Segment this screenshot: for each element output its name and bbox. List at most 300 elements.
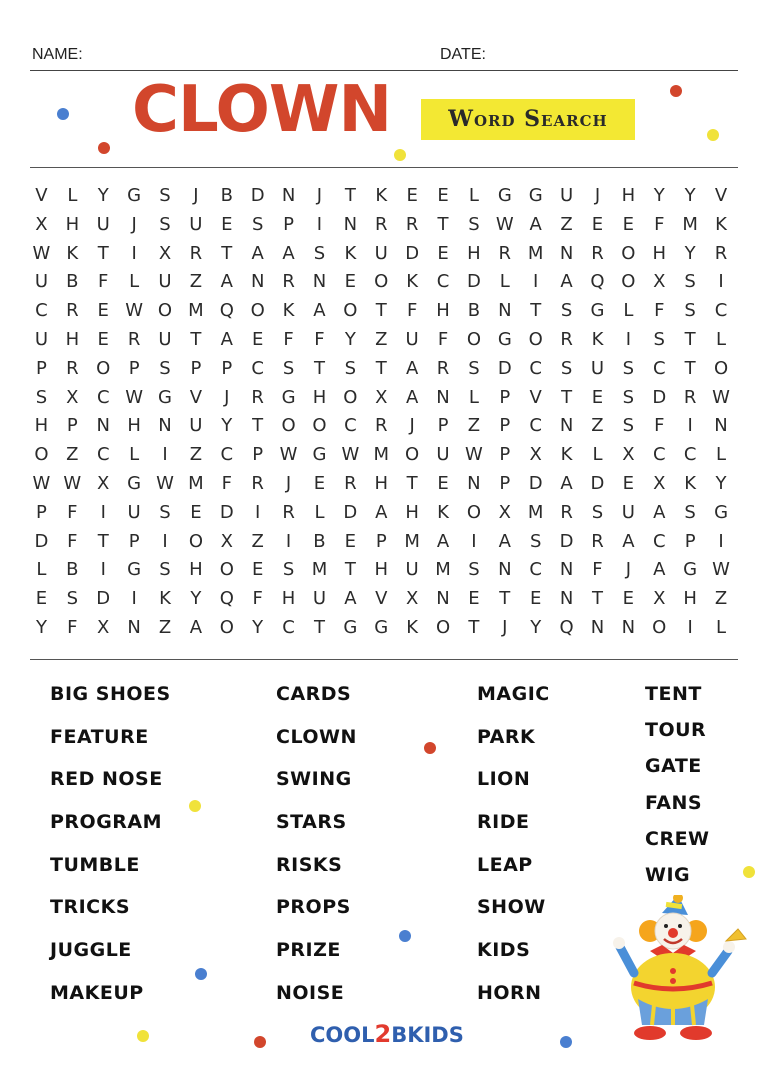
grid-letter: W: [712, 559, 730, 581]
confetti-dot: [137, 1030, 149, 1042]
word-item: BIG SHOES: [50, 683, 171, 705]
grid-letter: F: [406, 300, 418, 322]
grid-letter: K: [715, 213, 727, 235]
grid-letter: T: [561, 386, 573, 408]
grid-letter: X: [653, 271, 666, 293]
grid-letter: E: [591, 386, 604, 408]
grid-letter: O: [343, 300, 358, 322]
grid-letter: O: [621, 271, 636, 293]
grid-letter: A: [498, 530, 511, 552]
grid-letter: B: [66, 559, 79, 581]
grid-letter: A: [405, 386, 419, 408]
grid-letter: P: [190, 357, 202, 379]
grid-letter: W: [125, 386, 144, 408]
grid-letter: N: [559, 415, 574, 437]
grid-letter: H: [34, 415, 49, 437]
grid-letter: G: [127, 559, 142, 581]
grid-letter: M: [373, 444, 389, 466]
grid-letter: G: [714, 501, 729, 523]
word-item: PRIZE: [276, 939, 341, 962]
grid-row: [26, 556, 746, 585]
grid-letter: T: [344, 185, 356, 206]
grid-letter: R: [374, 415, 388, 437]
grid-letter: N: [559, 559, 574, 581]
confetti-dot: [743, 866, 755, 878]
word-item: FANS: [645, 791, 703, 814]
grid-letter: W: [495, 213, 514, 235]
grid-letter: F: [67, 530, 78, 552]
grid-letter: E: [313, 472, 326, 494]
word-list-column-2: [276, 680, 357, 1022]
grid-letter: N: [498, 300, 512, 322]
grid-letter: O: [188, 530, 203, 552]
grid-letter: I: [131, 242, 137, 264]
grid-letter: Q: [219, 300, 234, 322]
grid-letter: B: [467, 300, 481, 322]
confetti-dot: [189, 800, 201, 812]
grid-row: [26, 585, 746, 614]
confetti-dot: [560, 1036, 572, 1048]
grid-letter: L: [499, 271, 510, 293]
word-item: TUMBLE: [50, 853, 140, 876]
grid-letter: X: [529, 444, 542, 466]
grid-letter: U: [559, 185, 574, 206]
grid-letter: T: [190, 328, 202, 350]
grid-letter: D: [250, 185, 265, 206]
grid-letter: O: [96, 357, 111, 379]
grid-letter: J: [285, 472, 292, 494]
grid-letter: A: [375, 501, 388, 523]
grid-row: [26, 355, 746, 384]
grid-letter: F: [67, 501, 78, 523]
grid-letter: A: [313, 300, 326, 322]
word-item: SHOW: [477, 896, 546, 919]
grid-letter: T: [344, 559, 356, 581]
word-item: TRICKS: [50, 896, 131, 919]
grid-letter: E: [221, 213, 233, 235]
grid-letter: L: [623, 300, 634, 322]
grid-letter: I: [687, 415, 693, 437]
grid-letter: X: [35, 213, 48, 235]
grid-letter: G: [590, 300, 605, 322]
grid-letter: L: [716, 328, 727, 350]
word-item: TOUR: [645, 719, 707, 742]
grid-letter: T: [375, 357, 387, 379]
grid-letter: H: [127, 415, 141, 437]
grid-letter: A: [189, 616, 203, 638]
grid-row: [26, 499, 746, 528]
grid-letter: X: [66, 386, 79, 408]
grid-letter: U: [374, 242, 388, 264]
grid-letter: Z: [251, 530, 264, 552]
grid-letter: X: [622, 444, 635, 466]
grid-row: [26, 412, 746, 441]
grid-letter: A: [560, 271, 573, 293]
grid-letter: M: [435, 559, 451, 581]
grid-letter: P: [283, 213, 294, 235]
grid-letter: H: [374, 559, 389, 581]
grid-letter: E: [468, 588, 480, 610]
grid-letter: E: [437, 185, 449, 206]
grid-letter: S: [622, 415, 635, 437]
grid-letter: S: [591, 501, 604, 523]
word-item: FEATURE: [50, 725, 149, 748]
grid-letter: P: [684, 530, 696, 552]
grid-letter: S: [313, 242, 326, 264]
grid-letter: R: [683, 386, 697, 408]
grid-letter: N: [559, 588, 574, 610]
grid-letter: K: [560, 444, 573, 466]
grid-letter: U: [158, 271, 172, 293]
grid-letter: Y: [530, 616, 542, 638]
grid-row: [26, 441, 746, 470]
grid-letter: G: [497, 328, 512, 350]
confetti-dot: [195, 968, 207, 980]
grid-letter: L: [129, 444, 140, 466]
grid-letter: U: [158, 328, 172, 350]
grid-letter: S: [468, 559, 480, 581]
grid-letter: O: [219, 559, 234, 581]
grid-letter: P: [128, 530, 140, 552]
word-item: HORN: [477, 981, 542, 1004]
word-item: JUGGLE: [50, 939, 132, 962]
grid-letter: E: [622, 588, 635, 610]
grid-letter: D: [652, 386, 667, 408]
grid-letter: A: [560, 472, 573, 494]
grid-letter: P: [66, 415, 78, 437]
grid-letter: E: [35, 588, 48, 610]
grid-letter: M: [527, 501, 544, 523]
word-item: MAKEUP: [50, 981, 144, 1004]
grid-letter: H: [374, 472, 389, 494]
grid-letter: Y: [190, 588, 202, 610]
grid-letter: R: [591, 242, 604, 264]
grid-letter: W: [156, 472, 174, 494]
grid-letter: A: [344, 588, 357, 610]
word-item: NOISE: [276, 981, 345, 1004]
grid-letter: M: [682, 213, 698, 235]
grid-letter: D: [528, 472, 543, 494]
grid-letter: D: [219, 501, 234, 523]
grid-letter: J: [316, 185, 323, 206]
grid-letter: I: [162, 530, 168, 552]
grid-letter: H: [312, 386, 327, 408]
grid-letter: I: [162, 444, 168, 466]
grid-letter: I: [255, 501, 261, 523]
confetti-dot: [254, 1036, 266, 1048]
grid-letter: F: [437, 328, 449, 350]
grid-letter: E: [591, 213, 604, 235]
confetti-dot: [394, 149, 406, 161]
grid-letter: A: [282, 242, 295, 264]
grid-letter: W: [32, 242, 51, 264]
page-subtitle: Word Search: [421, 99, 635, 140]
grid-letter: X: [653, 472, 666, 494]
word-item: LEAP: [477, 853, 533, 876]
grid-letter: X: [498, 501, 511, 523]
grid-letter: N: [498, 559, 512, 581]
grid-letter: X: [220, 530, 233, 552]
grid-letter: R: [66, 300, 79, 322]
grid-letter: W: [125, 300, 144, 322]
grid-letter: U: [189, 213, 203, 235]
grid-letter: H: [467, 242, 481, 264]
grid-letter: N: [343, 213, 358, 235]
grid-letter: U: [127, 501, 141, 523]
grid-letter: T: [313, 357, 325, 379]
grid-letter: T: [375, 300, 387, 322]
grid-letter: S: [35, 386, 48, 408]
grid-letter: R: [560, 501, 573, 523]
grid-letter: O: [343, 386, 358, 408]
grid-letter: B: [313, 530, 326, 552]
word-item: RISKS: [276, 853, 343, 876]
grid-letter: K: [591, 328, 604, 350]
grid-letter: J: [224, 386, 230, 408]
grid-row: [26, 182, 746, 211]
grid-letter: U: [436, 444, 450, 466]
grid-letter: U: [405, 559, 419, 581]
grid-letter: V: [529, 386, 542, 408]
grid-letter: A: [436, 530, 450, 552]
grid-letter: J: [594, 185, 601, 206]
grid-letter: U: [312, 588, 327, 610]
grid-letter: Z: [591, 415, 604, 437]
grid-letter: N: [158, 415, 172, 437]
grid-letter: A: [653, 501, 666, 523]
grid-letter: S: [468, 213, 480, 235]
grid-letter: D: [559, 530, 574, 552]
grid-letter: T: [591, 588, 603, 610]
grid-letter: S: [282, 357, 295, 379]
grid-letter: L: [468, 386, 479, 408]
grid-letter: R: [498, 242, 512, 264]
grid-letter: T: [684, 357, 696, 379]
grid-letter: W: [341, 444, 360, 466]
grid-letter: Z: [66, 444, 79, 466]
grid-row: [26, 470, 746, 499]
grid-letter: D: [466, 271, 481, 293]
grid-letter: Y: [221, 415, 233, 437]
grid-letter: I: [533, 271, 539, 293]
grid-letter: S: [684, 300, 696, 322]
grid-letter: O: [34, 444, 49, 466]
grid-letter: E: [97, 300, 109, 322]
grid-letter: F: [67, 616, 78, 638]
grid-letter: C: [96, 444, 110, 466]
grid-letter: S: [159, 357, 171, 379]
grid-letter: G: [158, 386, 172, 408]
grid-letter: N: [467, 472, 481, 494]
grid-letter: N: [96, 415, 110, 437]
grid-letter: S: [282, 559, 295, 581]
grid-letter: N: [436, 588, 450, 610]
word-item: RED NOSE: [50, 768, 163, 791]
grid-letter: K: [684, 472, 697, 494]
grid-letter: X: [97, 616, 110, 638]
grid-letter: B: [220, 185, 233, 206]
grid-letter: N: [714, 415, 728, 437]
grid-letter: M: [188, 300, 204, 322]
grid-letter: C: [652, 357, 666, 379]
grid-letter: L: [468, 185, 479, 206]
grid-letter: O: [374, 271, 389, 293]
word-item: KIDS: [477, 939, 531, 962]
word-item: CARDS: [276, 683, 352, 705]
divider-top: [30, 167, 738, 168]
grid-letter: J: [193, 185, 199, 206]
grid-row: [26, 384, 746, 413]
grid-letter: L: [67, 185, 78, 206]
grid-letter: U: [405, 328, 419, 350]
grid-letter: S: [159, 213, 171, 235]
grid-letter: A: [405, 357, 419, 379]
grid-letter: O: [713, 357, 729, 379]
letter-grid: [26, 182, 746, 643]
grid-letter: A: [251, 242, 264, 264]
grid-letter: Z: [375, 328, 388, 350]
grid-letter: Y: [684, 242, 696, 264]
grid-letter: G: [127, 472, 142, 494]
confetti-dot: [670, 85, 682, 97]
grid-letter: X: [653, 588, 666, 610]
grid-letter: D: [34, 530, 49, 552]
grid-letter: K: [437, 501, 449, 523]
grid-letter: W: [32, 472, 51, 494]
word-item: PARK: [477, 725, 536, 748]
grid-letter: C: [652, 530, 666, 552]
grid-letter: W: [465, 444, 483, 466]
grid-letter: I: [471, 530, 477, 552]
grid-letter: M: [311, 559, 328, 581]
grid-letter: N: [621, 616, 636, 638]
grid-letter: E: [406, 185, 418, 206]
grid-letter: U: [590, 357, 605, 379]
grid-letter: R: [560, 328, 573, 350]
grid-letter: R: [714, 242, 728, 264]
grid-letter: O: [528, 328, 543, 350]
grid-letter: Z: [189, 271, 203, 293]
grid-row: [26, 326, 746, 355]
grid-letter: K: [406, 616, 419, 638]
grid-letter: R: [127, 328, 141, 350]
grid-letter: C: [344, 415, 357, 437]
grid-letter: S: [251, 213, 264, 235]
grid-letter: Z: [158, 616, 172, 638]
grid-letter: P: [437, 415, 449, 437]
grid-letter: G: [127, 185, 142, 206]
grid-letter: L: [592, 444, 603, 466]
grid-letter: G: [281, 386, 296, 408]
grid-letter: U: [96, 213, 110, 235]
grid-letter: E: [97, 328, 109, 350]
grid-letter: P: [499, 444, 511, 466]
grid-letter: I: [100, 501, 106, 523]
grid-letter: T: [97, 242, 109, 264]
grid-letter: C: [436, 271, 450, 293]
word-item: GATE: [645, 755, 702, 778]
grid-letter: Y: [653, 185, 665, 206]
grid-letter: P: [252, 444, 264, 466]
confetti-dot: [424, 742, 436, 754]
grid-letter: E: [344, 530, 357, 552]
grid-letter: G: [312, 444, 327, 466]
clown-illustration-icon: [612, 895, 748, 1041]
word-item: RIDE: [477, 811, 530, 834]
grid-letter: N: [250, 271, 265, 293]
grid-letter: S: [159, 185, 171, 206]
grid-letter: A: [220, 271, 233, 293]
grid-letter: C: [529, 559, 542, 581]
grid-letter: K: [406, 271, 419, 293]
grid-letter: O: [219, 616, 234, 638]
grid-letter: H: [65, 213, 80, 235]
grid-letter: V: [189, 386, 203, 408]
grid-letter: R: [374, 213, 388, 235]
grid-letter: L: [314, 501, 325, 523]
grid-letter: T: [313, 616, 325, 638]
grid-letter: Y: [684, 185, 696, 206]
grid-letter: V: [714, 185, 728, 206]
grid-letter: V: [375, 588, 388, 610]
grid-letter: E: [622, 472, 635, 494]
grid-letter: F: [252, 588, 263, 610]
grid-letter: K: [159, 588, 171, 610]
grid-letter: T: [437, 213, 449, 235]
grid-letter: G: [343, 616, 358, 638]
grid-letter: X: [375, 386, 388, 408]
grid-letter: E: [622, 213, 635, 235]
grid-letter: E: [251, 559, 264, 581]
grid-letter: U: [189, 415, 203, 437]
grid-row: [26, 268, 746, 297]
grid-letter: I: [100, 559, 106, 581]
grid-letter: O: [466, 501, 481, 523]
word-item: PROGRAM: [50, 811, 163, 834]
grid-letter: C: [714, 300, 728, 322]
grid-letter: R: [436, 357, 450, 379]
grid-letter: E: [530, 588, 542, 610]
grid-letter: C: [96, 386, 110, 408]
grid-letter: C: [220, 444, 234, 466]
word-item: CREW: [645, 827, 710, 850]
grid-letter: J: [502, 616, 508, 638]
word-item: WIG: [645, 863, 691, 886]
grid-letter: R: [189, 242, 203, 264]
grid-letter: E: [344, 271, 357, 293]
grid-letter: T: [684, 328, 696, 350]
grid-letter: G: [497, 185, 512, 206]
grid-letter: P: [499, 386, 511, 408]
grid-letter: P: [36, 357, 47, 379]
grid-letter: P: [36, 501, 47, 523]
grid-letter: T: [97, 530, 109, 552]
grid-letter: D: [96, 588, 111, 610]
grid-letter: L: [716, 444, 727, 466]
grid-letter: I: [285, 530, 292, 552]
word-item: CLOWN: [276, 725, 357, 748]
grid-letter: Q: [559, 616, 574, 638]
grid-letter: S: [344, 357, 357, 379]
grid-letter: Q: [590, 271, 605, 293]
grid-row: [26, 297, 746, 326]
grid-letter: G: [528, 185, 543, 206]
grid-letter: R: [591, 530, 604, 552]
grid-letter: R: [251, 472, 264, 494]
grid-letter: O: [466, 328, 481, 350]
grid-letter: R: [251, 386, 264, 408]
grid-letter: S: [684, 271, 696, 293]
